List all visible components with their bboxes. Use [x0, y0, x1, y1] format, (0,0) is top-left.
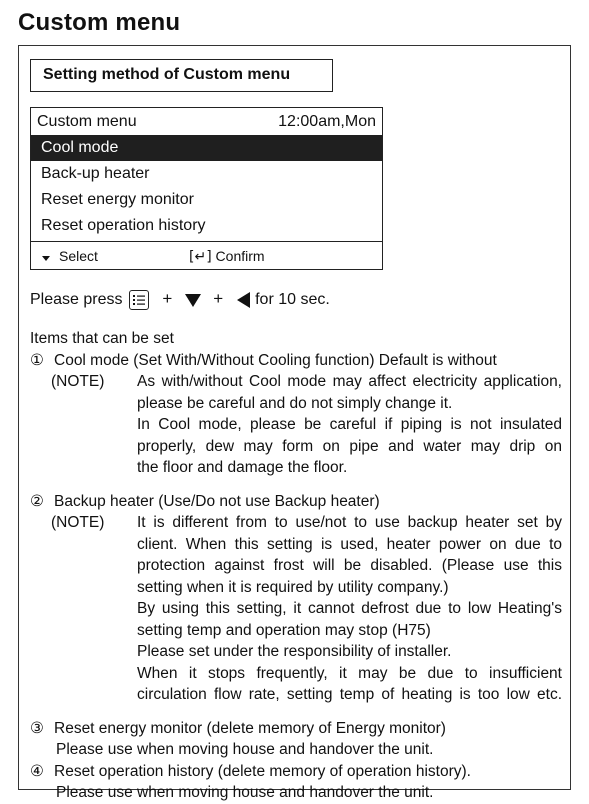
- item-4-number: ④: [30, 762, 44, 780]
- item-2-number: ②: [30, 492, 44, 510]
- item-3-text: Reset energy monitor (delete memory of Energy monitor): [54, 719, 446, 737]
- note-line: As with/without Cool mode may affect electricity application,: [137, 373, 562, 390]
- item-1-cool-mode: [30, 350, 562, 372]
- method-box-heading: Setting method of Custom menu: [30, 59, 333, 92]
- triangle-left-icon: [235, 291, 251, 309]
- item-1-text: Cool mode (Set With/Without Cooling function) Default is without: [54, 351, 497, 369]
- note-line: client. When this setting is used, heater power on due to: [137, 535, 562, 553]
- item-2-text: Backup heater (Use/Do not use Backup heater): [54, 492, 380, 510]
- triangle-down-icon: [184, 292, 202, 308]
- note-line: please be careful and do not simply change it.: [137, 394, 453, 412]
- item-4-text: Reset operation history (delete memory of operation history).: [54, 762, 471, 780]
- footer-confirm-label: Confirm: [215, 248, 265, 264]
- note-line: Please set under the responsibility of installer.: [137, 643, 452, 660]
- lcd-footer: [31, 241, 382, 270]
- item-4-reset-operation-history: [30, 761, 562, 783]
- lcd-item-backup-heater[interactable]: Back-up heater: [41, 165, 150, 182]
- note-line: When it stops frequently, it may be due to insufficient: [137, 664, 562, 682]
- lcd-item-reset-operation-history[interactable]: Reset operation history: [41, 217, 206, 234]
- item-4-sub: Please use when moving house and handover the unit.: [56, 784, 434, 801]
- select-down-arrow-icon: [41, 254, 51, 262]
- item-3-number: ③: [30, 719, 44, 737]
- footer-select-label: Select: [59, 248, 98, 264]
- note-line: the floor and damage the floor.: [137, 459, 348, 476]
- note-line: By using this setting, it cannot defrost due to low Heating's: [137, 600, 562, 617]
- lcd-item-cool-mode[interactable]: Cool mode: [31, 135, 382, 161]
- instructions-body: [30, 328, 562, 804]
- lcd-header: [31, 108, 382, 135]
- item-1-number: ①: [30, 351, 44, 369]
- plus-sign-2: +: [213, 289, 224, 308]
- lcd-title: Custom menu: [37, 113, 137, 130]
- item-1-note-label: (NOTE): [51, 373, 105, 390]
- note-line: setting temp and operation may stop (H75): [137, 621, 431, 639]
- enter-key-icon: [↵]: [189, 249, 212, 265]
- item-3-reset-energy-monitor: [30, 718, 562, 740]
- lcd-clock: 12:00am,Mon: [278, 113, 376, 130]
- item-3-sub: Please use when moving house and handover the unit.: [56, 741, 434, 758]
- plus-sign-1: +: [162, 289, 173, 308]
- content-frame: [18, 45, 571, 801]
- note-line: circulation flow rate, setting temp of heating is too low etc.: [137, 686, 562, 703]
- note-line: setting when it is required by utility company.): [137, 578, 449, 596]
- press-prefix: Please press: [30, 291, 123, 308]
- lcd-item-reset-energy-monitor[interactable]: Reset energy monitor: [41, 191, 194, 208]
- lcd-screen: [30, 107, 383, 270]
- press-instruction: [30, 288, 330, 311]
- item-2-backup-heater: [30, 491, 562, 513]
- page-title: Custom menu: [18, 9, 181, 36]
- item-2-note-label: (NOTE): [51, 514, 105, 531]
- menu-key-icon: [129, 290, 149, 310]
- item-1-note: [30, 371, 562, 479]
- footer-select: [41, 242, 98, 270]
- items-heading: Items that can be set: [30, 330, 174, 347]
- item-2-note: [30, 512, 562, 706]
- note-line: In Cool mode, please be careful if piping is not insulated: [137, 416, 562, 433]
- press-suffix: for 10 sec.: [255, 291, 330, 308]
- footer-confirm: [189, 242, 265, 271]
- note-line: properly, dew may form on pipe and water may drip on: [137, 437, 562, 455]
- note-line: It is different from to use/not to use backup heater set by: [137, 514, 562, 531]
- note-line: protection against frost will be disabled. (Please use this: [137, 557, 562, 574]
